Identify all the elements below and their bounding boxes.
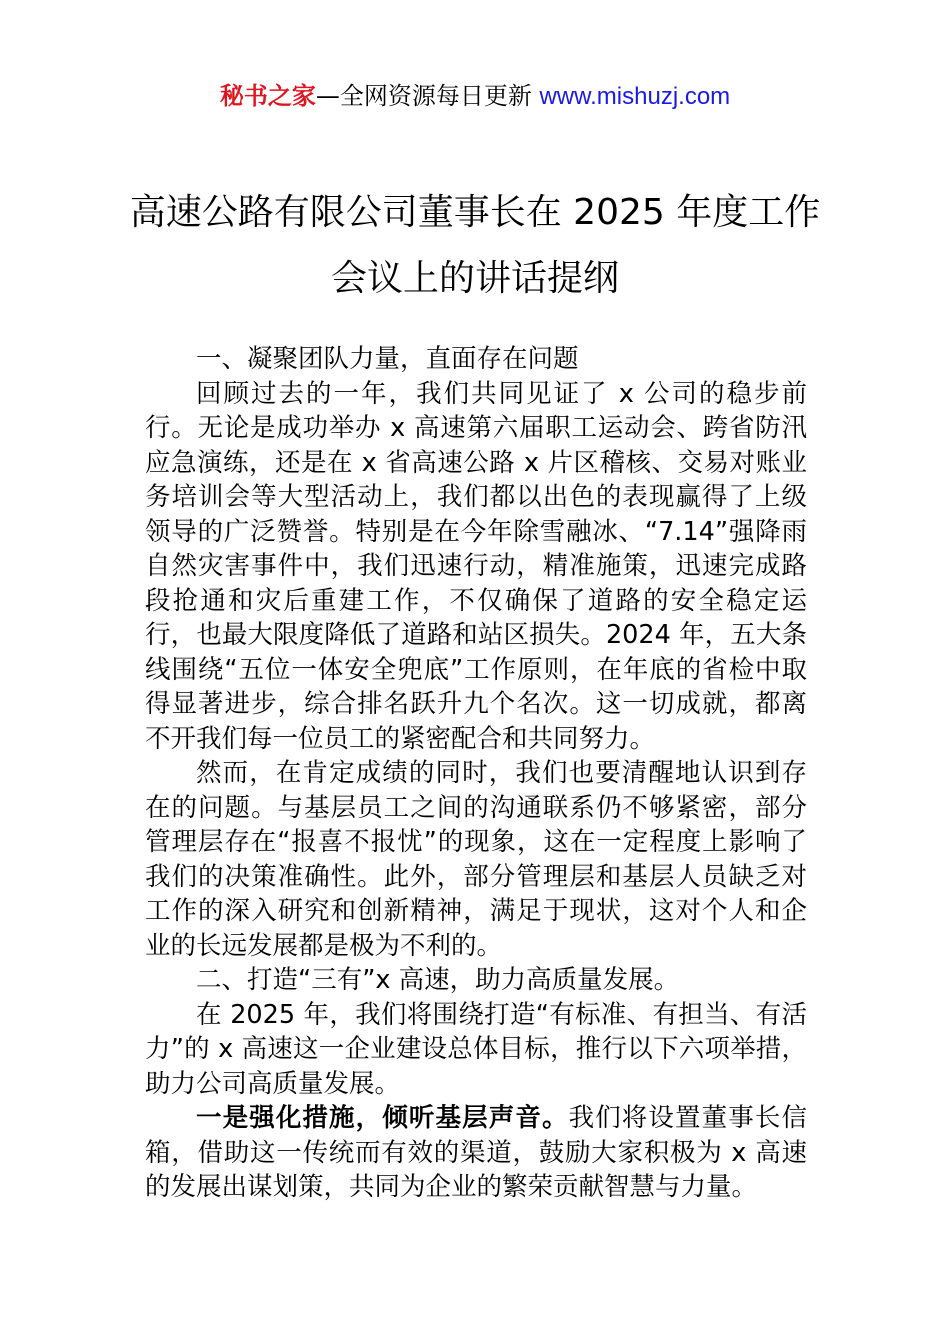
- document-title: 高速公路有限公司董事长在 2025 年度工作会议上的讲话提纲: [129, 192, 821, 299]
- section-heading-1: 一、凝聚团队力量，直面存在问题: [196, 344, 579, 374]
- site-header: [0, 80, 950, 113]
- measure-text: 我们将设置董事长信箱，借助这一传统而有效的渠道，鼓励大家积极为 x 高速的发展出谋划策，共同为企业的繁荣贡献智慧与力量。: [145, 1103, 807, 1202]
- measure-lead: 一是强化措施，倾听基层声音。: [196, 1103, 569, 1133]
- measure-paragraph-1: [145, 1101, 807, 1205]
- body-paragraph: 在 2025 年，我们将围绕打造“有标准、有担当、有活力”的 x 高速这一企业建设总体目标，推行以下六项举措，助力公司高质量发展。: [145, 999, 807, 1099]
- document-body: [145, 342, 807, 1205]
- body-paragraph: 回顾过去的一年，我们共同见证了 x 公司的稳步前行。无论是成功举办 x 高速第六届职工运动会、跨省防汛应急演练，还是在 x 省高速公路 x 片区稽核、交易对账业务培训会等大型活动上，我们都以出色的表现赢得了上级领导的广泛赞誉。特别是在今年除雪融冰、“7.14”强降雨自然灾害事件中，我们迅速行动，精准施策，迅速完成路段抢通和灾后重建工作，不仅确保了道路的安全稳定运行，也最大限度降低了道路和站区损失。2024 年，五大条线围绕“五位一体安全兜底”工作原则，在年底的省检中取得显著进步，综合排名跃升九个名次。这一切成就，都离不开我们每一位员工的紧密配合和共同努力。: [145, 378, 807, 754]
- site-url-link[interactable]: www.mishuzj.com: [539, 83, 731, 110]
- body-paragraph: 然而，在肯定成绩的同时，我们也要清醒地认识到存在的问题。与基层员工之间的沟通联系仍不够紧密，部分管理层存在“报喜不报忧”的现象，这在一定程度上影响了我们的决策准确性。此外，部分管理层和基层人员缺乏对工作的深入研究和创新精神，满足于现状，这对个人和企业的长远发展都是极为不利的。: [145, 758, 807, 961]
- site-brand: 秘书之家: [219, 82, 316, 110]
- section-heading-2: 二、打造“三有”x 高速，助力高质量发展。: [196, 965, 680, 995]
- site-tagline: —全网资源每日更新: [315, 82, 540, 110]
